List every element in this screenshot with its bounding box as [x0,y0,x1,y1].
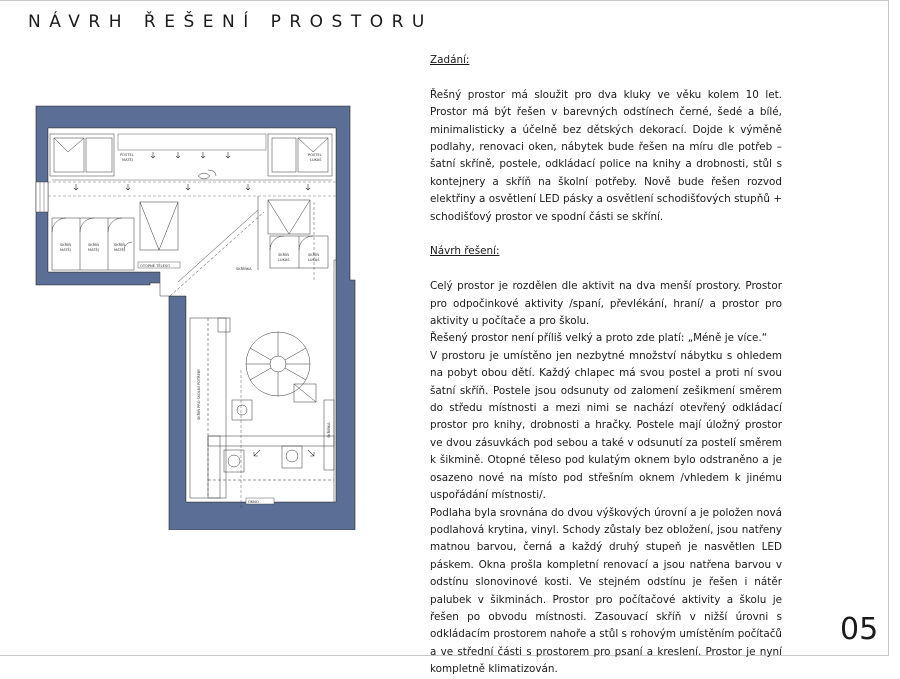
wardrobe-under-label: SKŘÍŇ PRO ŠKOLNÍ POTŘEBY [197,368,201,420]
wardrobe-matej-label-1b: SKŘÍŇ [88,243,99,247]
page-title: NÁVRH ŘEŠENÍ PROSTORU [28,12,433,32]
wardrobe-lukas-label-2b: LUKÁŠ [308,258,320,262]
shelf-label: SKŘÍŇKA [236,267,252,271]
bed-right-label-1: POSTEL [308,153,322,157]
navrh-paragraph-2: Řešený prostor není příliš velký a proto zde platí: „Méně je více.“ [430,332,768,345]
bed-left-label-2: MATĚJ [122,158,133,162]
navrh-paragraph-4: Podlaha byla srovnána do dvou výškových úrovní a je položen nová podlahová krytina, vinyl. Schody zůstaly bez obložení, jsou natřeny matnou barvou, černá a každý druhý stupeň je nasvětlen LED páskem. Okna prošla kompletní renovací a jsou natřena barvou v odstínu slonovinové kosti. Ve stejném odstínu je řešen i nátěr palubek v šikminách. Prostor pro počítačové aktivity a školu je řešen po obvodu místnosti. Zasouvací skříň v nižší úrovni s odkládacím prostorem nahoře a stůl s rohovým umístěním počítačů a ve střední části s prostorem pro psaní a kreslení. Prostor je nyní kompletně klimatizován. [430,506,782,676]
zadani-text: Řešný prostor má sloužit pro dva kluky ve věku kolem 10 let. Prostor má být řešen v barevných odstínech černé, šedé a bílé, minimalisticky a účelně bez dětských dekorací. Dojde k výměně podlahy, renovaci oken, nábytek bude řešen na míru dle potřeb – šatní skříně, postele, odkládací police na knihy a drobnosti, stůl s kontejnery a skříň na školní potřeby. Nově bude řešen rozvod elektřiny a osvětlení LED pásky a osvětlení schodišťových stupňů + schodišťový prostor ve spodní části se skříní. [430,88,782,223]
zadani-heading: Zadání: [430,54,470,66]
bed-left-label-1: POSTEL [120,153,134,157]
navrh-heading: Návrh řešení: [430,245,500,258]
wardrobe-matej-label-2c: MATĚJ [114,248,125,252]
window-label: OKNO [248,500,259,504]
wardrobe-lukas-label-1b: SKŘÍŇ [308,253,319,257]
skrinka-b-label: SKŘÍŇKA [327,422,331,438]
floor-plan [28,100,373,530]
frame-right-line [888,0,889,655]
wardrobe-matej-label-2a: MATĚJ [60,248,71,252]
description-text [430,52,782,679]
frame-top-line [0,0,888,1]
navrh-paragraph-1: Celý prostor je rozdělen dle aktivit na dva menší prostory. Prostor pro odpočinkové aktivity /spaní, převlékání, hraní/ a prostor pro aktivity u počítače a pro školu. [430,280,782,328]
wardrobe-lukas-label-2a: LUKÁŠ [278,258,290,262]
wardrobe-lukas-label-1a: SKŘÍŇ [278,253,289,257]
wardrobe-matej-label-1c: SKŘÍŇ [114,243,125,247]
navrh-paragraph-3: V prostoru je umístěno jen nezbytné množství nábytku s ohledem na pobyt obou dětí. Každý chlapec má svou postel a proti ní svou šatní skříň. Postele jsou odsunuty od zalomení zešikmení směrem do středu místnosti a mezi nimi se nachází otevřený odkládací prostor pro knihy, drobnosti a hračky. Postele mají úložný prostor ve dvou zásuvkách pod sebou a také v odsunutí za postelí směrem k šikmině. Otopné těleso pod kulatým oknem bylo odstraněno a je osazeno nové na místo pod střešním oknem /vhledem k jinému uspořádání místnosti/. [430,349,782,502]
radiator-label: OTOPNÉ TĚLESO [140,264,170,268]
page-number: 05 [840,612,879,647]
wardrobe-matej-label-1a: SKŘÍŇ [60,243,71,247]
bed-right-label-2: LUKÁŠ [310,158,322,162]
wardrobe-matej-label-2b: MATĚJ [88,248,99,252]
